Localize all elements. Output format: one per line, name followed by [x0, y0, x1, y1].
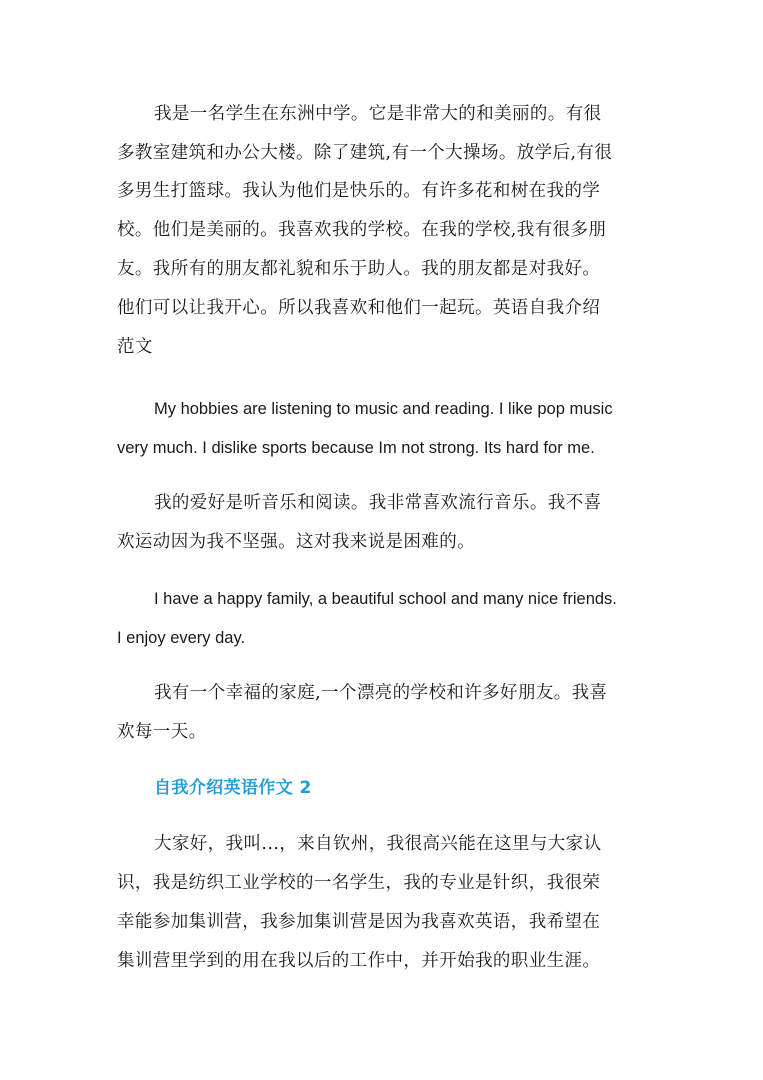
paragraph-family-en-line-2: I enjoy every day.: [117, 629, 246, 647]
paragraph-hobbies-zh-line-1: 我的爱好是听音乐和阅读。我非常喜欢流行音乐。我不喜: [154, 493, 602, 513]
paragraph-hobbies-en-line-2: very much. I dislike sports because Im not strong. Its hard for me.: [117, 439, 595, 457]
paragraph-hobbies-zh-line-2: 欢运动因为我不坚强。这对我来说是困难的。: [117, 532, 475, 552]
paragraph-school-line-1: 我是一名学生在东洲中学。它是非常大的和美丽的。有很: [154, 104, 602, 124]
paragraph-school-line-3: 多男生打篮球。我认为他们是快乐的。有许多花和树在我的学: [117, 181, 601, 201]
paragraph-family-zh-line-1: 我有一个幸福的家庭,一个漂亮的学校和许多好朋友。我喜: [154, 683, 608, 703]
paragraph-intro-line-4: 集训营里学到的用在我以后的工作中，并开始我的职业生涯。: [117, 951, 601, 971]
paragraph-hobbies-en-line-1: My hobbies are listening to music and reading. I like pop music: [154, 400, 613, 418]
paragraph-school-line-2: 多教室建筑和办公大楼。除了建筑,有一个大操场。放学后,有很: [117, 143, 613, 163]
paragraph-school-line-6: 他们可以让我开心。所以我喜欢和他们一起玩。英语自我介绍: [117, 298, 601, 318]
paragraph-school-line-5: 友。我所有的朋友都礼貌和乐于助人。我的朋友都是对我好。: [117, 259, 601, 279]
section-heading: 自我介绍英语作文 2: [154, 778, 312, 798]
paragraph-school-line-4: 校。他们是美丽的。我喜欢我的学校。在我的学校,我有很多朋: [117, 220, 607, 240]
paragraph-family-zh-line-2: 欢每一天。: [117, 722, 207, 742]
paragraph-intro-line-2: 识，我是纺织工业学校的一名学生，我的专业是针织，我很荣: [117, 873, 601, 893]
paragraph-intro-line-3: 幸能参加集训营，我参加集训营是因为我喜欢英语，我希望在: [117, 912, 601, 932]
paragraph-school-line-7: 范文: [117, 337, 153, 357]
paragraph-family-en-line-1: I have a happy family, a beautiful school and many nice friends.: [154, 590, 617, 608]
paragraph-intro-line-1: 大家好，我叫...，来自钦州，我很高兴能在这里与大家认: [154, 834, 602, 854]
